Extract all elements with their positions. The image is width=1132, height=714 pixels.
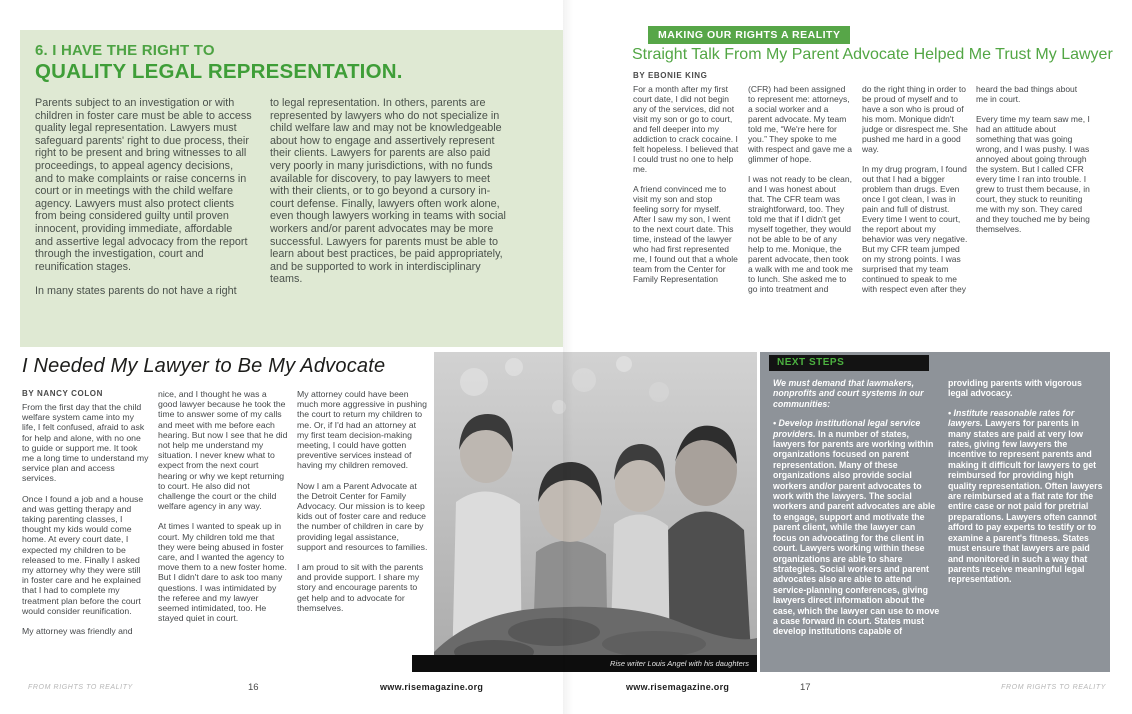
rights-box — [20, 30, 563, 347]
rights-title: QUALITY LEGAL REPRESENTATION. — [35, 60, 403, 83]
straight-talk-title: Straight Talk From My Parent Advocate Helped Me Trust My Lawyer — [632, 46, 1113, 63]
footer-folio-left: FROM RIGHTS TO REALITY — [28, 684, 133, 691]
next-steps-intro: We must demand that lawmakers, nonprofits and court systems in our communities: — [773, 378, 924, 409]
advocate-column-1 — [22, 389, 149, 646]
paragraph: Now I am a Parent Advocate at the Detroit Center for Family Advocacy. Our mission is to keep kids out of foster care and reduce the number of children in care by providing legal assistance, support and resources to families. — [297, 480, 428, 552]
family-photo-illustration — [434, 352, 757, 672]
page-number-right: 17 — [800, 682, 811, 693]
bullet-2-lead: • Institute reasonable rates for lawyers. — [948, 407, 1075, 429]
paragraph: From the first day that the child welfare system came into my life, I felt confused, afraid to ask for help and alone, with no one to guide or support me. It took me a long time to understand my service plan and access services. — [22, 402, 149, 484]
paragraph: to legal representation. In others, parents are represented by lawyers who do not specialize in child welfare law and may not be knowledgeable about how to engage and assertively represent their clients. Lawyers for parents are also paid very poorly in many jurisdictions, with no funds available for discovery, to pay lawyers to meet with their clients, or to go beyond a cursory in-court defense. Finally, lawyers often work alone, even though lawyers working in teams with social workers and/or parent advocates may be more successful. Lawyers for parents must be able to learn about best practices, be paid appropriately, and be supported to work in interdisciplinary teams. — [270, 97, 506, 286]
next-steps-bullet-1 — [773, 418, 941, 637]
paragraph: I am proud to sit with the parents and provide support. I share my story and encourage parents to get help and to advocate for themselves. — [297, 562, 424, 613]
next-steps-continuation: providing parents with vigorous legal advocacy. — [948, 378, 1082, 399]
paragraph: heard the bad things about me in court. — [976, 84, 1078, 104]
rights-columns — [35, 97, 548, 310]
paragraph: Once I found a job and a house and was getting therapy and taking parenting classes, I thought my kids would come home. At every court date, I expected my children to be released to me. Finally I asked my attorney why they were still in foster care and he explained that I had to complete my treatment plan before the court would consider reunification. — [22, 493, 144, 616]
website-url-left: www.risemagazine.org — [380, 682, 484, 692]
ebonie-column-2 — [748, 84, 854, 304]
photo-caption: Rise writer Louis Angel with his daughters — [412, 655, 757, 672]
next-steps-column-2 — [948, 378, 1103, 594]
page-gutter — [563, 0, 573, 714]
next-steps-header: NEXT STEPS — [769, 355, 929, 371]
footer-folio-right: FROM RIGHTS TO REALITY — [1001, 684, 1106, 691]
paragraph: I was not ready to be clean, and I was honest about that. The CFR team was straightforward, too. They told me that if I didn't get myself together, they would not be able to be of any help to me. Monique, the parent advocate, then took a walk with me and took me to lunch. She asked me to go into treatment and — [748, 174, 853, 294]
paragraph: For a month after my first court date, I did not begin any of the services, did not visit my son or go to court, and fell deeper into my addiction to crack cocaine. I felt hopeless. I believed that I could trust no one to help me. — [633, 84, 739, 174]
bullet-1-lead: • Develop institutional legal service providers. — [773, 418, 921, 439]
bullet-1-text: In a number of states, lawyers for parents are working within organizations focused on parent representation. Many of these organizations also provide social workers and/or parent advocates to work with the lawyers. The social workers and parent advocates are able to engage, support and motivate the parent client, while the lawyer can focus on advocating for the client in court. Lawyers working within these organizations are able to share strategies. Social workers and parent advocates also are able to attend service-planning conferences, giving lawyers direct information about the case, which the lawyer can use to move a case forward in court. States must develop institutions capable of — [773, 428, 940, 637]
next-steps-bullet-2 — [948, 408, 1103, 585]
paragraph: Every time my team saw me, I had an attitude about something that was going wrong, and I was pushy. I was annoyed about going through the system. But I called CFR every time I ran into trouble. I grew to trust them because, in court, they stuck to reuniting me with my son. They cared and they touched me by being themselves. — [976, 114, 1090, 234]
paragraph: A friend convinced me to visit my son and stop feeling sorry for myself. After I saw my son, I went to the next court date. This time, instead of the lawyer who had first represented me, I found out that a whole team from the Center for Family Representation — [633, 184, 738, 284]
reality-kicker-bar: MAKING OUR RIGHTS A REALITY — [648, 26, 850, 44]
paragraph: do the right thing in order to be proud of myself and to have a son who is proud of his mom. Monique didn't judge or disrespect me. She pushed me hard in a good way. — [862, 84, 968, 154]
advocate-column-3 — [297, 389, 428, 623]
advocate-column-2 — [158, 389, 288, 633]
ebonie-column-1 — [633, 84, 739, 294]
paragraph: In my drug program, I found out that I had a bigger problem than drugs. Even once I got clean, I was in pain and full of distrust. Every time I went to court, the report about my behavior was very negative. But my CFR team jumped on my strong points. I was surprised that my team continued to speak to me with respect even after they — [862, 164, 968, 294]
paragraph: At times I wanted to speak up in court. My children told me that they were being abused in foster care, and I wanted the agency to move them to a new foster home. But I didn't dare to ask too many questions. I was intimidated by the referee and my lawyer seemed intimidated, too. He stayed quiet in court. — [158, 521, 287, 624]
paragraph: In many states parents do not have a right — [35, 285, 237, 298]
website-url-right: www.risemagazine.org — [626, 682, 730, 692]
next-steps-column-1 — [773, 378, 941, 646]
ebonie-column-3 — [862, 84, 968, 304]
ebonie-column-4 — [976, 84, 1090, 244]
advocate-byline: BY NANCY COLON — [22, 389, 104, 398]
paragraph: Parents subject to an investigation or with children in foster care must be able to access quality legal representation. Lawyers must safeguard parents' right to due process, their right to be present and bring witnesses to all proceedings, to appeal agency decisions, and to make complaints or raise concerns in court or in meetings with the child welfare agency. Lawyers must also protect clients from being considered guilty until proven innocent, providing immediate, affordable and assertive legal advocacy from the report through the investigation, court and reunification stages. — [35, 97, 252, 273]
family-photo — [434, 352, 757, 672]
page-number-left: 16 — [248, 682, 259, 693]
advocate-column-1-text — [22, 402, 149, 636]
rights-column-1 — [35, 97, 253, 310]
rights-column-2 — [270, 97, 507, 310]
rights-kicker: 6. I HAVE THE RIGHT TO — [35, 42, 215, 59]
paragraph: My attorney could have been much more aggressive in pushing the court to return my children to me. Or, if I'd had an attorney at my first team decision-making meeting, I could have gotten preventive services instead of having my children removed. — [297, 389, 427, 471]
paragraph: My attorney was friendly and — [22, 626, 133, 637]
paragraph: (CFR) had been assigned to represent me: attorneys, a social worker and a parent advocate. My team told me, “We're here for you.” They spoke to me with respect and gave me a glimmer of hope. — [748, 84, 852, 164]
ebonie-byline: BY EBONIE KING — [633, 71, 708, 80]
paragraph: nice, and I thought he was a good lawyer because he took the time to answer some of my calls and meet with me before each hearing. But now I see that he did not help me understand my situation. I never knew what to expect from the next court hearing or why we kept returning to court. He also did not challenge the court or the child welfare agency in any way. — [158, 389, 288, 512]
advocate-article-title: I Needed My Lawyer to Be My Advocate — [22, 355, 386, 377]
bullet-2-text: Lawyers for parents in many states are paid at very low rates, giving few lawyers the incentive to represent parents and making it difficult for lawyers to get reimbursed for providing high quality representation. Often lawyers are reimbursed at a flat rate for the entire case or not paid for pretrial preparations. Lawyers often cannot afford to pay experts to testify or to examine a parent's fitness. States must ensure that lawyers are paid and monitored in such a way that parents receive meaningful legal representation. — [948, 418, 1103, 585]
next-steps-box — [760, 352, 1110, 672]
